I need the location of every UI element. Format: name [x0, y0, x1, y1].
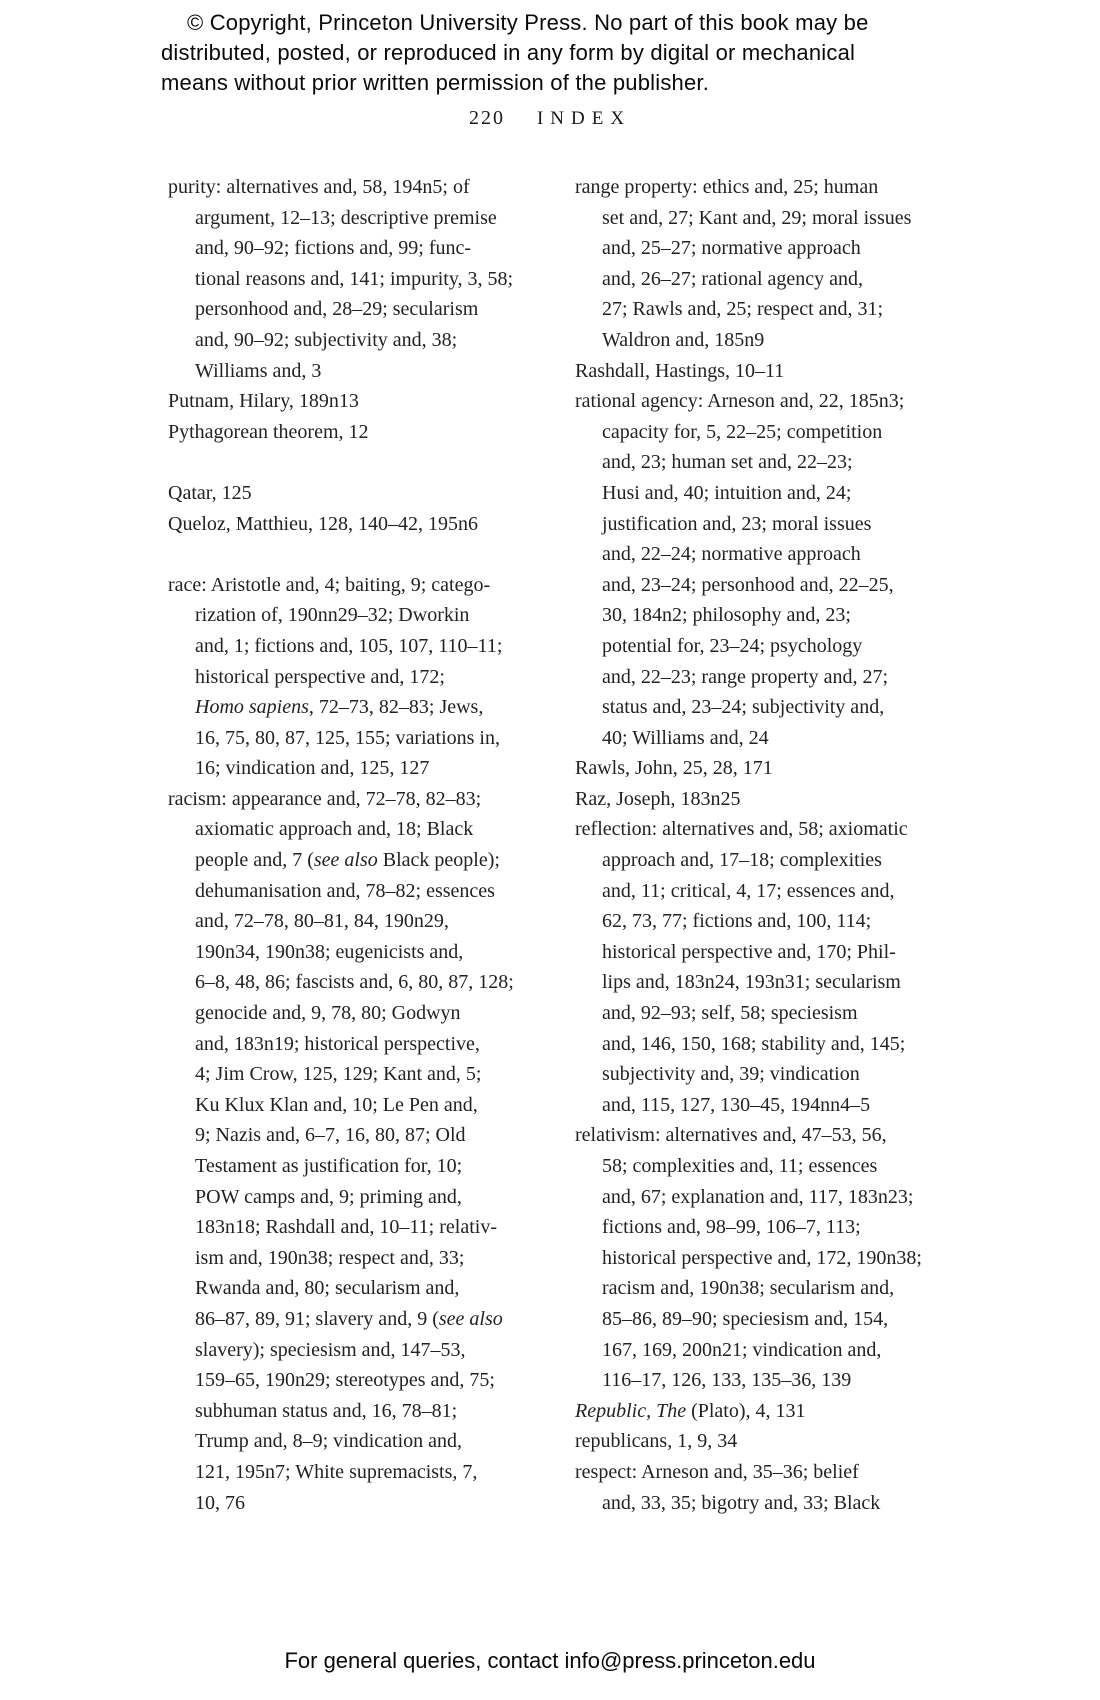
index-line: set and, 27; Kant and, 29; moral issues	[602, 206, 912, 229]
index-entry	[575, 753, 937, 784]
index-line: Testament as justification for, 10;	[195, 1155, 463, 1177]
index-line: 62, 73, 77; fictions and, 100, 114;	[602, 910, 872, 933]
index-line: 27; Rawls and, 25; respect and, 31;	[602, 298, 884, 321]
index-line: and, 67; explanation and, 117, 183n23;	[602, 1185, 914, 1208]
index-entry	[168, 386, 520, 417]
index-line: 167, 169, 200n21; vindication and,	[602, 1338, 882, 1361]
index-line: 4; Jim Crow, 125, 129; Kant and, 5;	[195, 1063, 482, 1086]
index-line: 10, 76	[195, 1491, 245, 1514]
index-line: status and, 23–24; subjectivity and,	[602, 696, 885, 719]
index-line: slavery); speciesism and, 147–53,	[195, 1338, 466, 1361]
index-line: 6–8, 48, 86; fascists and, 6, 80, 87, 128;	[195, 971, 514, 994]
index-line: and, 90–92; fictions and, 99; func-	[195, 237, 472, 260]
index-line: 159–65, 190n29; stereotypes and, 75;	[195, 1369, 495, 1392]
index-line: Trump and, 8–9; vindication and,	[195, 1430, 463, 1453]
index-line: people and, 7 (see also Black people);	[195, 849, 500, 872]
index-line: Rwanda and, 80; secularism and,	[195, 1277, 460, 1300]
index-entry	[168, 172, 520, 386]
copyright-line: distributed, posted, or reproduced in any form by digital or mechanical	[161, 40, 856, 65]
index-entry	[575, 356, 937, 387]
index-line: and, 22–23; range property and, 27;	[602, 665, 889, 688]
index-line: Republic, The (Plato), 4, 131	[575, 1399, 806, 1422]
index-line: and, 146, 150, 168; stability and, 145;	[602, 1032, 906, 1055]
index-line: and, 115, 127, 130–45, 194nn4–5	[602, 1093, 871, 1116]
index-line: range property: ethics and, 25; human	[575, 176, 879, 198]
copyright-line: © Copyright, Princeton University Press. No part of this book may be	[187, 10, 869, 35]
index-entry	[575, 386, 937, 753]
index-line: race: Aristotle and, 4; baiting, 9; catego-	[168, 573, 491, 596]
index-line: genocide and, 9, 78, 80; Godwyn	[195, 1002, 461, 1025]
index-entry	[575, 1426, 937, 1457]
index-line: 121, 195n7; White supremacists, 7,	[195, 1460, 478, 1483]
index-line: ism and, 190n38; respect and, 33;	[195, 1246, 465, 1269]
index-line: and, 25–27; normative approach	[602, 237, 861, 260]
index-line: Pythagorean theorem, 12	[168, 420, 369, 443]
index-entry	[575, 814, 937, 1120]
index-line: historical perspective and, 172, 190n38;	[602, 1246, 922, 1269]
index-line: and, 11; critical, 4, 17; essences and,	[602, 879, 895, 902]
index-line: 40; Williams and, 24	[602, 726, 769, 749]
index-line: 190n34, 190n38; eugenicists and,	[195, 940, 464, 963]
index-line: and, 23–24; personhood and, 22–25,	[602, 573, 894, 596]
index-line: dehumanisation and, 78–82; essences	[195, 879, 495, 902]
index-entry	[168, 478, 520, 509]
index-line: personhood and, 28–29; secularism	[195, 298, 479, 321]
index-entry	[575, 1457, 937, 1518]
index-line: 86–87, 89, 91; slavery and, 9 (see also	[195, 1307, 503, 1330]
index-line: and, 92–93; self, 58; speciesism	[602, 1002, 858, 1025]
index-line: Queloz, Matthieu, 128, 140–42, 195n6	[168, 512, 478, 535]
index-line: historical perspective and, 172;	[195, 665, 445, 688]
index-line: Homo sapiens, 72–73, 82–83; Jews,	[195, 696, 484, 719]
index-line: 58; complexities and, 11; essences	[602, 1155, 878, 1177]
index-line: 183n18; Rashdall and, 10–11; relativ-	[195, 1216, 497, 1239]
index-entry	[168, 509, 520, 540]
index-line: 16, 75, 80, 87, 125, 155; variations in,	[195, 726, 500, 749]
index-line: and, 72–78, 80–81, 84, 190n29,	[195, 910, 449, 933]
index-line: respect: Arneson and, 35–36; belief	[575, 1460, 859, 1483]
index-entry	[575, 784, 937, 815]
index-line: capacity for, 5, 22–25; competition	[602, 420, 883, 443]
index-line: 30, 184n2; philosophy and, 23;	[602, 604, 851, 627]
index-line: Williams and, 3	[195, 359, 322, 382]
index-line: and, 90–92; subjectivity and, 38;	[195, 328, 458, 351]
index-line: Ku Klux Klan and, 10; Le Pen and,	[195, 1093, 478, 1116]
index-entry	[168, 417, 520, 448]
index-line: axiomatic approach and, 18; Black	[195, 818, 474, 841]
index-line: tional reasons and, 141; impurity, 3, 58;	[195, 267, 514, 290]
index-line: and, 26–27; rational agency and,	[602, 267, 864, 290]
index-line: rational agency: Arneson and, 22, 185n3;	[575, 390, 905, 413]
index-line: subjectivity and, 39; vindication	[602, 1063, 860, 1086]
index-entry	[575, 1120, 937, 1395]
page-header	[0, 106, 1100, 131]
index-line: Rawls, John, 25, 28, 171	[575, 757, 773, 780]
index-entry	[575, 1396, 937, 1427]
index-entry-gap	[168, 539, 520, 570]
index-line: republicans, 1, 9, 34	[575, 1430, 738, 1453]
index-line: potential for, 23–24; psychology	[602, 634, 863, 657]
index-line: historical perspective and, 170; Phil-	[602, 940, 896, 963]
index-entry	[168, 784, 520, 1518]
index-line: 85–86, 89–90; speciesism and, 154,	[602, 1307, 889, 1330]
index-line: Husi and, 40; intuition and, 24;	[602, 481, 852, 504]
index-line: POW camps and, 9; priming and,	[195, 1185, 462, 1208]
index-line: Qatar, 125	[168, 481, 252, 504]
index-left-column	[168, 172, 520, 1518]
copyright-notice	[161, 8, 869, 98]
index-line: reflection: alternatives and, 58; axiomatic	[575, 818, 908, 841]
index-line: Putnam, Hilary, 189n13	[168, 390, 359, 413]
page-footer: For general queries, contact info@press.princeton.edu	[284, 1648, 816, 1673]
index-line: and, 23; human set and, 22–23;	[602, 451, 853, 474]
index-line: Rashdall, Hastings, 10–11	[575, 359, 785, 382]
index-entry-gap	[168, 447, 520, 478]
copyright-line: means without prior written permission of the publisher.	[161, 70, 710, 95]
index-line: purity: alternatives and, 58, 194n5; of	[168, 176, 470, 198]
index-line: 9; Nazis and, 6–7, 16, 80, 87; Old	[195, 1124, 466, 1147]
index-line: subhuman status and, 16, 78–81;	[195, 1399, 458, 1422]
index-line: Waldron and, 185n9	[602, 328, 765, 351]
index-line: relativism: alternatives and, 47–53, 56,	[575, 1124, 887, 1147]
index-right-column	[575, 172, 937, 1518]
index-line: approach and, 17–18; complexities	[602, 849, 882, 872]
page-number: 220	[468, 107, 505, 129]
index-line: and, 22–24; normative approach	[602, 543, 861, 566]
index-line: and, 33, 35; bigotry and, 33; Black	[602, 1491, 881, 1514]
index-entry	[575, 172, 937, 356]
index-line: fictions and, 98–99, 106–7, 113;	[602, 1216, 861, 1239]
index-line: Raz, Joseph, 183n25	[575, 787, 741, 810]
index-line: racism: appearance and, 72–78, 82–83;	[168, 787, 482, 810]
index-line: justification and, 23; moral issues	[602, 512, 872, 535]
index-title: INDEX	[536, 108, 632, 129]
index-line: rization of, 190nn29–32; Dworkin	[195, 604, 470, 627]
index-line: 116–17, 126, 133, 135–36, 139	[602, 1369, 852, 1392]
index-line: argument, 12–13; descriptive premise	[195, 206, 497, 229]
index-line: and, 183n19; historical perspective,	[195, 1032, 480, 1055]
index-line: lips and, 183n24, 193n31; secularism	[602, 971, 901, 994]
index-entry	[168, 570, 520, 784]
index-line: and, 1; fictions and, 105, 107, 110–11;	[195, 634, 503, 657]
index-line: racism and, 190n38; secularism and,	[602, 1277, 895, 1300]
index-line: 16; vindication and, 125, 127	[195, 757, 430, 780]
